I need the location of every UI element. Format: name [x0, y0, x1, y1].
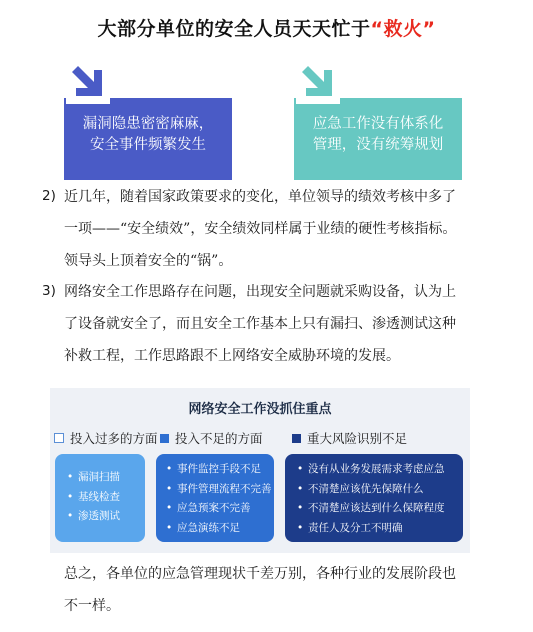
card-left-line1: 漏洞隐患密密麻麻， [82, 116, 214, 132]
list-number: 2) [42, 188, 56, 204]
legend-label: 投入过多的方面 [70, 431, 158, 446]
list-item: • 责任人及分工不明确 [297, 519, 445, 539]
list-item: • 不清楚应该优先保障什么 [297, 480, 445, 500]
legend-swatch [160, 434, 169, 443]
paragraph-line: 网络安全工作思路存在问题，出现安全问题就采购设备，认为上 [64, 284, 456, 300]
list-item: • 不清楚应该达到什么保障程度 [297, 499, 445, 519]
legend-label: 重大风险识别不足 [307, 431, 408, 446]
paragraph-line: 总之，各单位的应急管理现状千差万别，各种行业的发展阶段也 [64, 566, 456, 582]
title-highlight: “救火” [370, 18, 436, 40]
list-item: • 事件管理流程不完善 [166, 480, 272, 500]
arrow-down-right-icon [296, 60, 340, 104]
arrow-down-right-icon [66, 60, 110, 104]
paragraph-line: 领导头上顶着安全的“锅”。 [64, 253, 233, 269]
paragraph-2 [64, 186, 484, 272]
box-major-risk [285, 454, 463, 542]
title-text: 大部分单位的安全人员天天忙于 [97, 18, 371, 40]
legend-swatch [292, 434, 301, 443]
list-item: • 基线检查 [67, 488, 120, 508]
legend-item [160, 429, 263, 447]
legend-swatch [54, 433, 64, 443]
legend-item [54, 429, 158, 447]
card-right-line2: 管理，没有统筹规划 [312, 137, 444, 153]
paragraph-line: 近几年，随着国家政策要求的变化，单位领导的绩效考核中多了 [64, 189, 456, 205]
legend-item [292, 429, 407, 447]
paragraph-line: 一项——“安全绩效”，安全绩效同样属于业绩的硬性考核指标。 [64, 221, 457, 237]
list-number: 3) [42, 283, 56, 299]
legend-label: 投入不足的方面 [175, 431, 263, 446]
list-item: • 事件监控手段不足 [166, 460, 272, 480]
box-over-invested [55, 454, 145, 542]
list-item: • 应急预案不完善 [166, 499, 272, 519]
list-item: • 渗透测试 [67, 507, 120, 527]
card-right-line1: 应急工作没有体系化 [312, 116, 444, 132]
paragraph-3 [64, 281, 484, 367]
list-item: • 应急演练不足 [166, 519, 272, 539]
infographic2-title: 网络安全工作没抓住重点 [188, 402, 332, 417]
card-left-line2: 安全事件频繁发生 [90, 137, 206, 153]
conclusion-paragraph [64, 563, 484, 617]
paragraph-line: 补救工程，工作思路跟不上网络安全威胁环境的发展。 [64, 348, 400, 364]
box-under-invested [156, 454, 274, 542]
list-item: • 没有从业务发展需求考虑应急 [297, 460, 445, 480]
list-item: • 漏洞扫描 [67, 468, 120, 488]
card-vulnerabilities [64, 98, 232, 180]
infographic-title [0, 14, 533, 41]
card-emergency-management [294, 98, 462, 180]
paragraph-line: 不一样。 [64, 598, 120, 614]
paragraph-line: 了设备就安全了，而且安全工作基本上只有漏扫、渗透测试这种 [64, 316, 456, 332]
